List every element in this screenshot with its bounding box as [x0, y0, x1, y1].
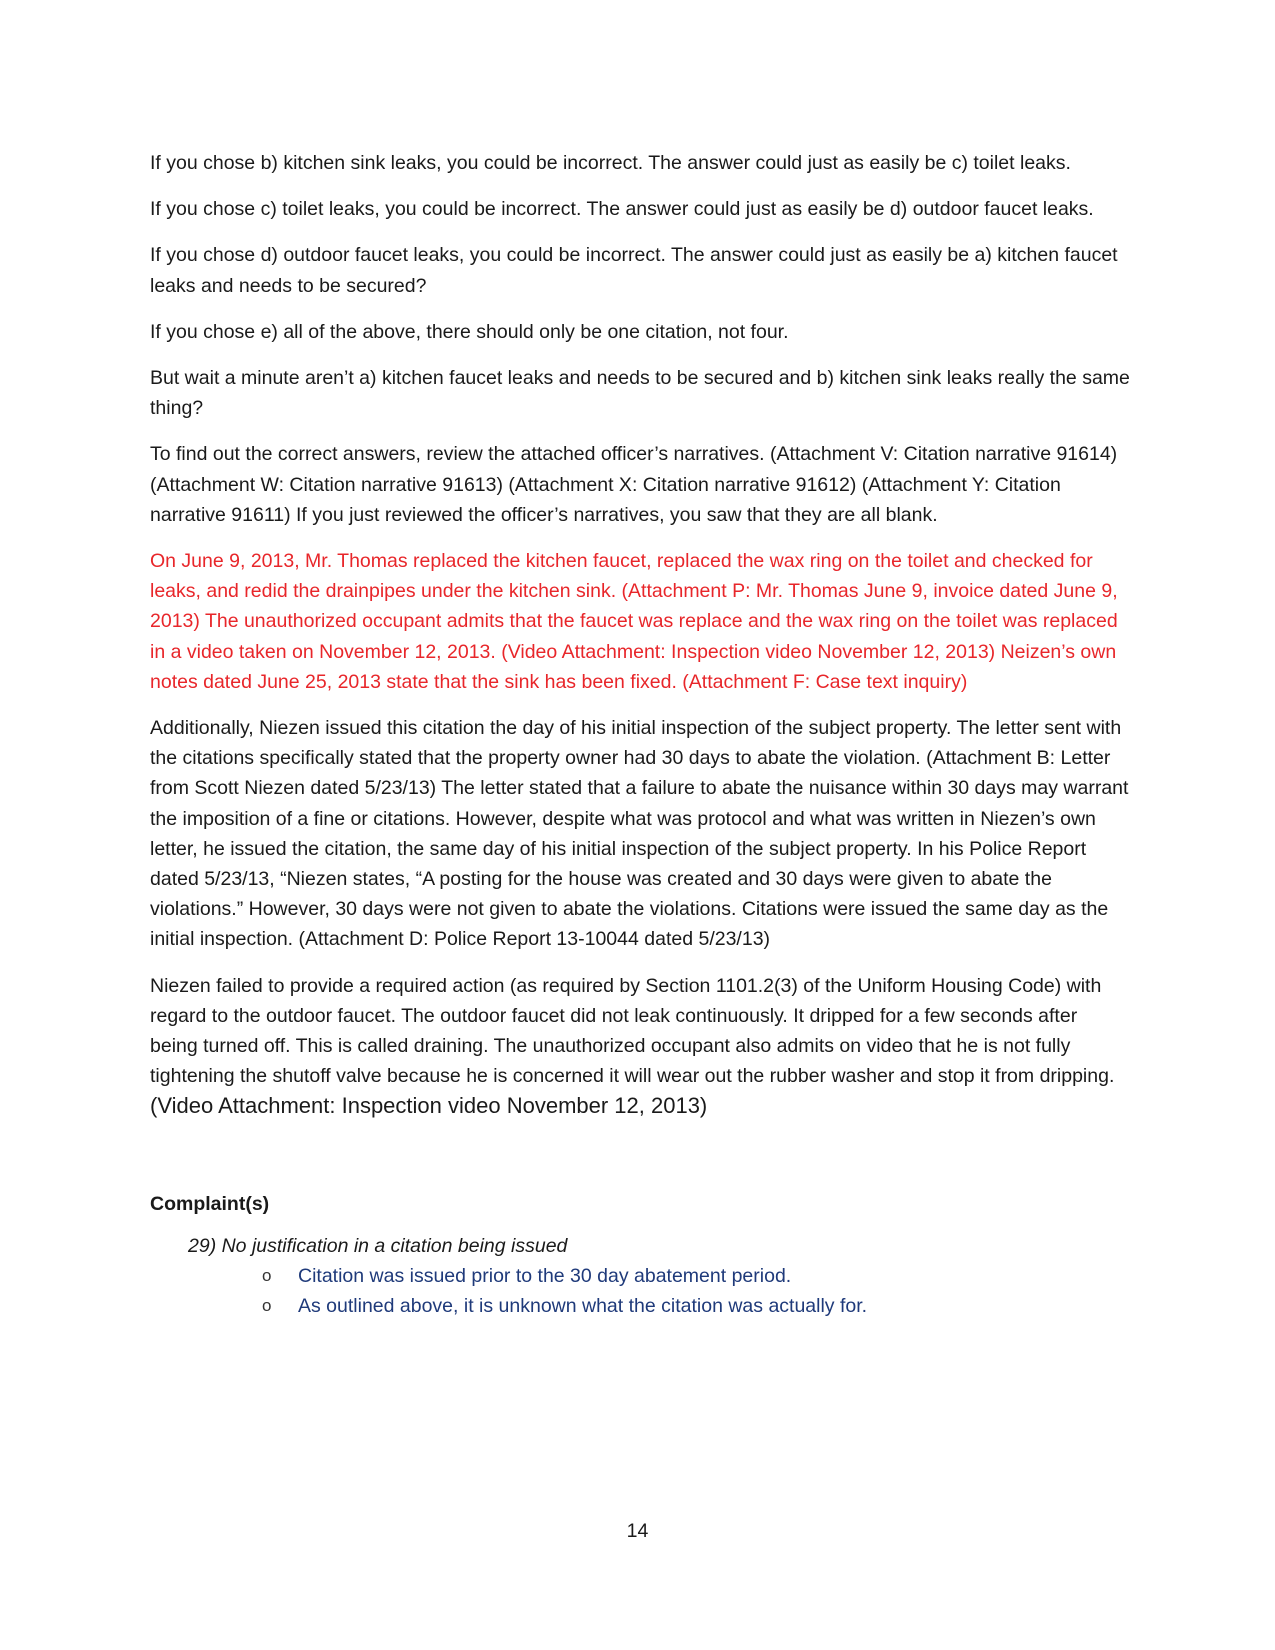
complaint-bullets [150, 1261, 1130, 1321]
list-item [262, 1291, 1130, 1321]
complaints-heading: Complaint(s) [150, 1192, 270, 1215]
paragraph-repairs-red: On June 9, 2013, Mr. Thomas replaced the kitchen faucet, replaced the wax ring on the toilet and checked for leaks, and redid the drainpipes under the kitchen sink. (Attachment P: Mr. Thomas June 9, invoice dated June 9, 2013) The unauthorized occupant admits that the faucet was replace and the wax ring on the toilet was replaced in a video taken on November 12, 2013. (Video Attachment: Inspection video November 12, 2013) Neizen’s own notes dated June 25, 2013 state that the sink has been fixed. (Attachment F: Case text inquiry) [150, 550, 1118, 693]
paragraph-same-thing: But wait a minute aren’t a) kitchen faucet leaks and needs to be secured and b) kitchen sink leaks really the same thing? [150, 367, 1130, 420]
bullet-text: As outlined above, it is unknown what the citation was actually for. [298, 1295, 868, 1318]
paragraph-outdoor-faucet [150, 971, 1130, 1123]
faucet-paragraph-citation: (Video Attachment: Inspection video November 12, 2013) [150, 1093, 708, 1119]
bullet-text: Citation was issued prior to the 30 day abatement period. [298, 1265, 792, 1288]
paragraph-choice-c: If you chose c) toilet leaks, you could be incorrect. The answer could just as easily be d) outdoor faucet leaks. [150, 198, 1094, 221]
faucet-paragraph-body: Niezen failed to provide a required action (as required by Section 1101.2(3) of the Uniform Housing Code) with regard to the outdoor faucet. The outdoor faucet did not leak continuously. It dripped for a few seconds after being turned off. This is called draining. The unauthorized occupant also admits on video that he is not fully tightening the shutoff valve because he is concerned it will wear out the rubber washer and stop it from dripping. [150, 974, 1115, 1088]
document-page [150, 148, 1130, 1322]
page-number: 14 [626, 1520, 649, 1542]
bullet-icon: o [262, 1266, 272, 1286]
paragraph-choice-d: If you chose d) outdoor faucet leaks, you could be incorrect. The answer could just as easily be a) kitchen faucet leaks and needs to be secured? [150, 244, 1118, 297]
paragraph-narratives: To find out the correct answers, review the attached officer’s narratives. (Attachment V: Citation narrative 91614) (Attachment W: Citation narrative 91613) (Attachment X: Citation narrative 91612) (Attachment Y: Citation narrative 91611) If you just reviewed the officer’s narratives, you saw that they are all blank. [150, 443, 1118, 526]
list-item [262, 1261, 1130, 1291]
complaint-item: 29) No justification in a citation being issued [188, 1234, 568, 1257]
paragraph-choice-b: If you chose b) kitchen sink leaks, you could be incorrect. The answer could just as easily be c) toilet leaks. [150, 152, 1071, 174]
paragraph-choice-e: If you chose e) all of the above, there should only be one citation, not four. [150, 320, 789, 343]
bullet-icon: o [262, 1296, 272, 1316]
paragraph-additionally: Additionally, Niezen issued this citation the day of his initial inspection of the subject property. The letter sent with the citations specifically stated that the property owner had 30 days to abate the violation. (Attachment B: Letter from Scott Niezen dated 5/23/13) The letter stated that a failure to abate the nuisance within 30 days may warrant the imposition of a fine or citations. However, despite what was protocol and what was written in Niezen’s own letter, he issued the citation, the same day of his initial inspection of the subject property. In his Police Report dated 5/23/13, “Niezen states, “A posting for the house was created and 30 days were given to abate the violations.” However, 30 days were not given to abate the violations. Citations were issued the same day as the initial inspection. (Attachment D: Police Report 13-10044 dated 5/23/13) [150, 717, 1129, 951]
